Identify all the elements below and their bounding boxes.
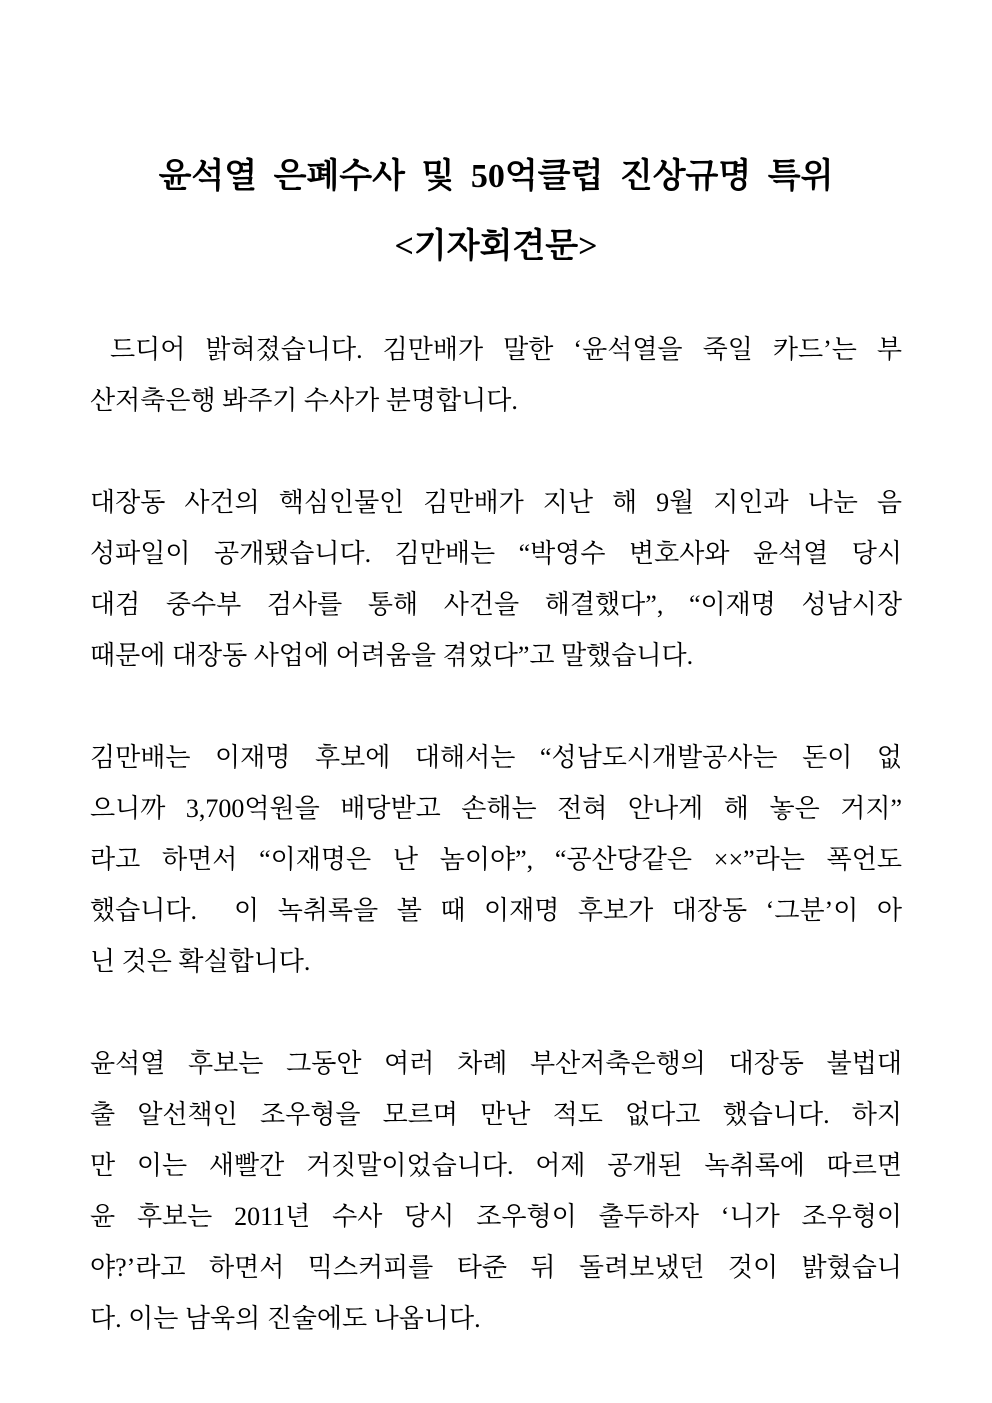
text-line: 만 이는 새빨간 거짓말이었습니다. 어제 공개된 녹취록에 따르면	[90, 1151, 902, 1180]
text-line: 드디어 밝혀졌습니다. 김만배가 말한 ‘윤석열을 죽일 카드’는 부	[90, 335, 903, 364]
text-line: 성파일이 공개됐습니다. 김만배는 “박영수 변호사와 윤석열 당시	[90, 539, 902, 568]
text-line: 윤 후보는 2011년 수사 당시 조우형이 출두하자 ‘니가 조우형이	[90, 1202, 902, 1231]
text-line: 출 알선책인 조우형을 모르며 만난 적도 없다고 했습니다. 하지	[90, 1100, 902, 1129]
text-line: 때문에 대장동 사업에 어려움을 겪었다”고 말했습니다.	[90, 641, 694, 670]
text-line: 대장동 사건의 핵심인물인 김만배가 지난 해 9월 지인과 나눈 음	[90, 488, 902, 517]
text-line: 으니까 3,700억원을 배당받고 손해는 전혀 안나게 해 놓은 거지”	[90, 794, 902, 823]
document-title: 윤석열 은폐수사 및 50억클럽 진상규명 특위	[158, 158, 834, 195]
text-line: 산저축은행 봐주기 수사가 분명합니다.	[90, 386, 518, 415]
text-line: 야?’라고 하면서 믹스커피를 타준 뒤 돌려보냈던 것이 밝혔습니	[90, 1253, 902, 1282]
text-line: 대검 중수부 검사를 통해 사건을 해결했다”, “이재명 성남시장	[90, 590, 902, 619]
text-line: 닌 것은 확실합니다.	[90, 947, 311, 976]
text-line: 김만배는 이재명 후보에 대해서는 “성남도시개발공사는 돈이 없	[90, 743, 902, 772]
paragraph	[90, 324, 902, 426]
text-line: 다. 이는 남욱의 진술에도 나옵니다.	[90, 1304, 481, 1333]
paragraph	[90, 477, 902, 681]
paragraph	[90, 732, 902, 987]
text-line: 했습니다. 이 녹취록을 볼 때 이재명 후보가 대장동 ‘그분’이 아	[90, 896, 902, 925]
text-line: 라고 하면서 “이재명은 난 놈이야”, “공산당같은 ××”라는 폭언도	[90, 845, 902, 874]
document-body	[90, 324, 902, 1344]
text-line: 윤석열 후보는 그동안 여러 차례 부산저축은행의 대장동 불법대	[90, 1049, 902, 1078]
paragraph	[90, 1038, 902, 1344]
document-subtitle: <기자회견문>	[394, 228, 598, 265]
